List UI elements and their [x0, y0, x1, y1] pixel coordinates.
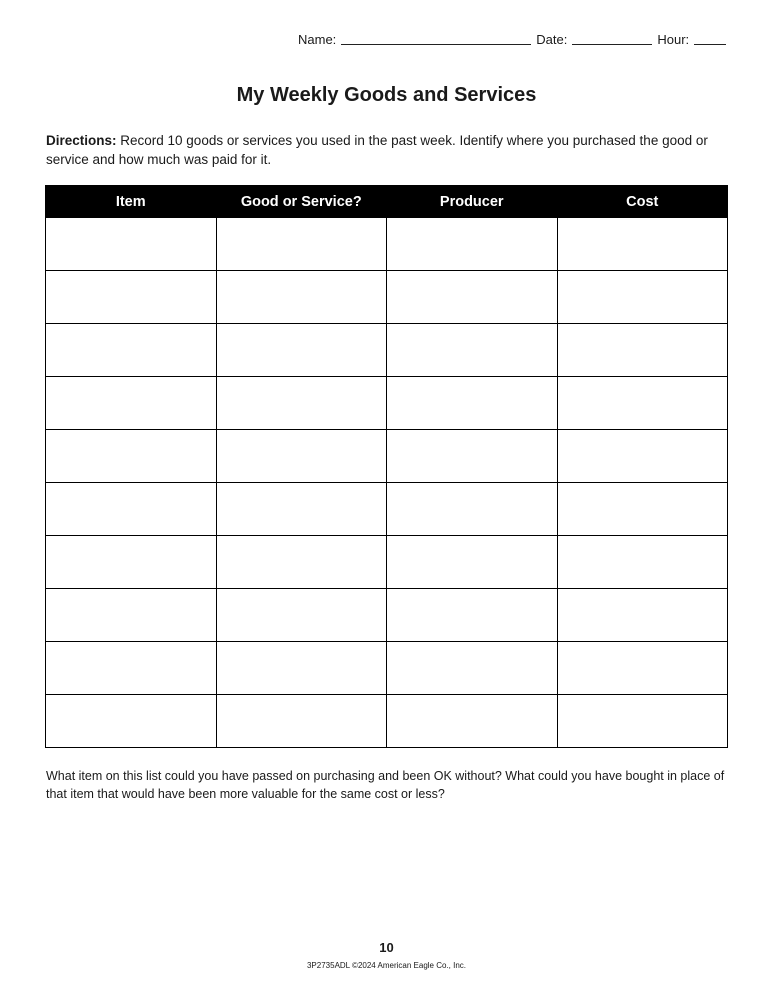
column-header-cost: Cost	[557, 186, 728, 218]
good-or-service-cell[interactable]	[216, 589, 387, 642]
good-or-service-cell[interactable]	[216, 271, 387, 324]
item-cell[interactable]	[46, 324, 217, 377]
cost-cell[interactable]	[557, 483, 728, 536]
table-header-row	[46, 186, 728, 218]
cost-cell[interactable]	[557, 218, 728, 271]
table-row	[46, 377, 728, 430]
table-row	[46, 642, 728, 695]
table-row	[46, 536, 728, 589]
hour-field[interactable]	[694, 32, 726, 45]
cost-cell[interactable]	[557, 536, 728, 589]
good-or-service-cell[interactable]	[216, 695, 387, 748]
table-row	[46, 430, 728, 483]
item-cell[interactable]	[46, 642, 217, 695]
item-cell[interactable]	[46, 589, 217, 642]
table-row	[46, 695, 728, 748]
good-or-service-cell[interactable]	[216, 642, 387, 695]
table-row	[46, 589, 728, 642]
cost-cell[interactable]	[557, 589, 728, 642]
producer-cell[interactable]	[387, 536, 558, 589]
column-header-good-or-service: Good or Service?	[216, 186, 387, 218]
cost-cell[interactable]	[557, 377, 728, 430]
producer-cell[interactable]	[387, 218, 558, 271]
name-field[interactable]	[341, 32, 531, 45]
directions	[46, 131, 736, 169]
item-cell[interactable]	[46, 218, 217, 271]
producer-cell[interactable]	[387, 324, 558, 377]
directions-text: Record 10 goods or services you used in the past week. Identify where you purchased the good or service and how much was paid for it.	[46, 133, 708, 167]
column-header-item: Item	[46, 186, 217, 218]
student-info-header	[298, 32, 731, 47]
item-cell[interactable]	[46, 377, 217, 430]
item-cell[interactable]	[46, 483, 217, 536]
producer-cell[interactable]	[387, 430, 558, 483]
producer-cell[interactable]	[387, 377, 558, 430]
producer-cell[interactable]	[387, 642, 558, 695]
table-row	[46, 324, 728, 377]
cost-cell[interactable]	[557, 695, 728, 748]
table-row	[46, 218, 728, 271]
page-title: My Weekly Goods and Services	[236, 84, 537, 106]
good-or-service-cell[interactable]	[216, 483, 387, 536]
page-number: 10	[379, 940, 394, 955]
good-or-service-cell[interactable]	[216, 218, 387, 271]
item-cell[interactable]	[46, 271, 217, 324]
producer-cell[interactable]	[387, 483, 558, 536]
producer-cell[interactable]	[387, 589, 558, 642]
reflection-question: What item on this list could you have passed on purchasing and been OK without? What could you have bought in place of that item that would have been more valuable for the same cost or less?	[46, 769, 725, 801]
producer-cell[interactable]	[387, 271, 558, 324]
copyright: 3P2735ADL ©2024 American Eagle Co., Inc.	[306, 961, 467, 970]
item-cell[interactable]	[46, 695, 217, 748]
cost-cell[interactable]	[557, 324, 728, 377]
good-or-service-cell[interactable]	[216, 377, 387, 430]
good-or-service-cell[interactable]	[216, 430, 387, 483]
cost-cell[interactable]	[557, 430, 728, 483]
producer-cell[interactable]	[387, 695, 558, 748]
date-label: Date:	[536, 32, 568, 47]
good-or-service-cell[interactable]	[216, 324, 387, 377]
good-or-service-cell[interactable]	[216, 536, 387, 589]
directions-label: Directions:	[46, 133, 117, 148]
hour-label: Hour:	[657, 32, 690, 47]
goods-services-table	[45, 185, 728, 748]
table-row	[46, 483, 728, 536]
cost-cell[interactable]	[557, 271, 728, 324]
column-header-producer: Producer	[387, 186, 558, 218]
item-cell[interactable]	[46, 536, 217, 589]
table-row	[46, 271, 728, 324]
cost-cell[interactable]	[557, 642, 728, 695]
name-label: Name:	[298, 32, 337, 47]
date-field[interactable]	[572, 32, 652, 45]
item-cell[interactable]	[46, 430, 217, 483]
